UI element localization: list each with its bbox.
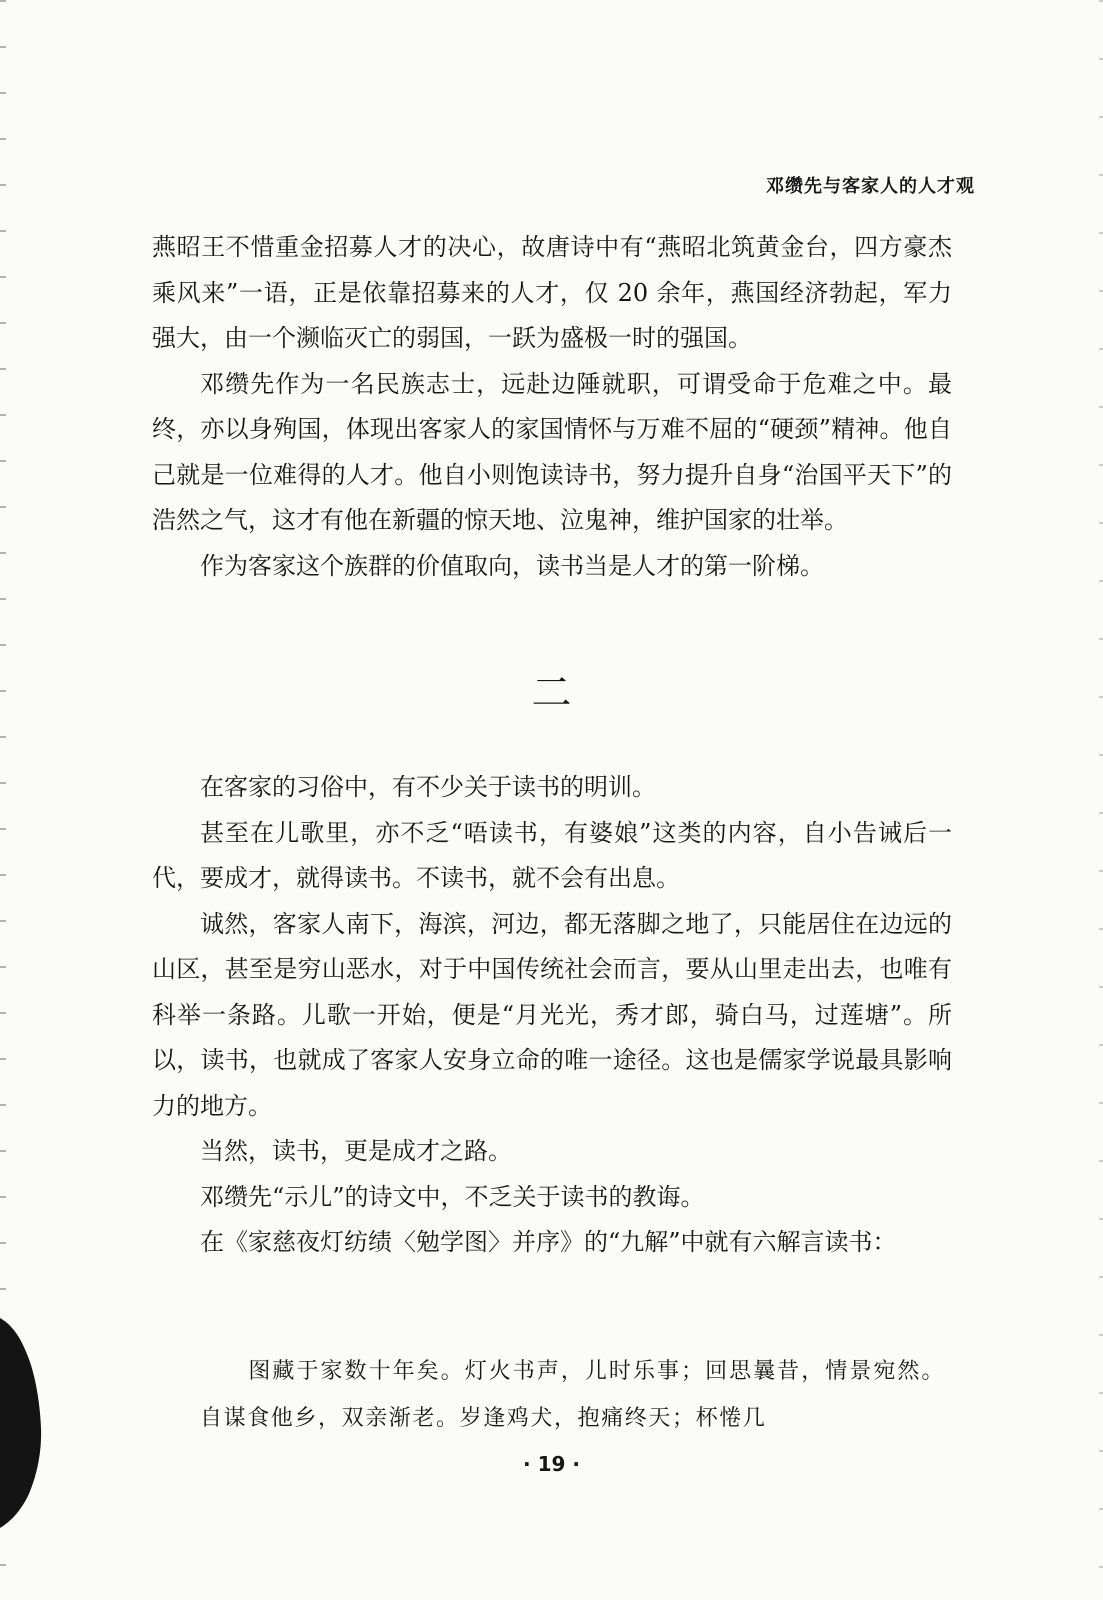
paragraph: 邓缵先作为一名民族志士，远赴边陲就职，可谓受命于危难之中。最终，亦以身殉国，体现出客家人的家国情怀与万难不屈的“硬颈”精神。他自己就是一位难得的人才。他自小则饱读诗书，努力提升自身“治国平天下”的浩然之气，这才有他在新疆的惊天地、泣鬼神，维护国家的壮举。 [152, 369, 952, 534]
body-text-top [152, 225, 952, 589]
quote-block [200, 1348, 945, 1442]
paragraph: 燕昭王不惜重金招募人才的决心，故唐诗中有“燕昭北筑黄金台，四方豪杰乘风来”一语，正是依靠招募来的人才，仅 20 余年，燕国经济勃起，军力强大，由一个濒临灭亡的弱国，一跃为盛极一时的强国。 [152, 233, 952, 352]
paragraph: 甚至在儿歌里，亦不乏“唔读书，有婆娘”这类的内容，自小告诫后一代，要成才，就得读书。不读书，就不会有出息。 [152, 818, 952, 892]
quote-text: 图藏于家数十年矣。灯火书声，儿时乐事；回思曩昔，情景宛然。自谋食他乡，双亲渐老。岁逢鸡犬，抱痛终天；杯惓几 [200, 1359, 945, 1431]
paragraph: 当然，读书，更是成才之路。 [200, 1137, 512, 1165]
running-header: 邓缵先与客家人的人才观 [766, 176, 975, 197]
scan-edge-right [1099, 0, 1103, 1600]
body-text-section [152, 765, 952, 1266]
scan-shadow-blot [0, 1318, 44, 1528]
paragraph: 邓缵先“示儿”的诗文中，不乏关于读书的教诲。 [200, 1182, 705, 1211]
paragraph: 作为客家这个族群的价值取向，读书当是人才的第一阶梯。 [200, 551, 824, 580]
paragraph: 诚然，客家人南下，海滨，河边，都无落脚之地了，只能居住在边远的山区，甚至是穷山恶水，对于中国传统社会而言，要从山里走出去，也唯有科举一条路。儿歌一开始，便是“月光光，秀才郎，骑白马，过莲塘”。所以，读书，也就成了客家人安身立命的唯一途径。这也是儒家学说最具影响力的地方。 [152, 909, 952, 1120]
paragraph: 在客家的习俗中，有不少关于读书的明训。 [200, 773, 656, 801]
section-heading: 二 [531, 670, 572, 716]
page-number: · 19 · [523, 1452, 580, 1476]
paragraph: 在《家慈夜灯纺绩〈勉学图〉并序》的“九解”中就有六解言读书： [200, 1228, 897, 1256]
